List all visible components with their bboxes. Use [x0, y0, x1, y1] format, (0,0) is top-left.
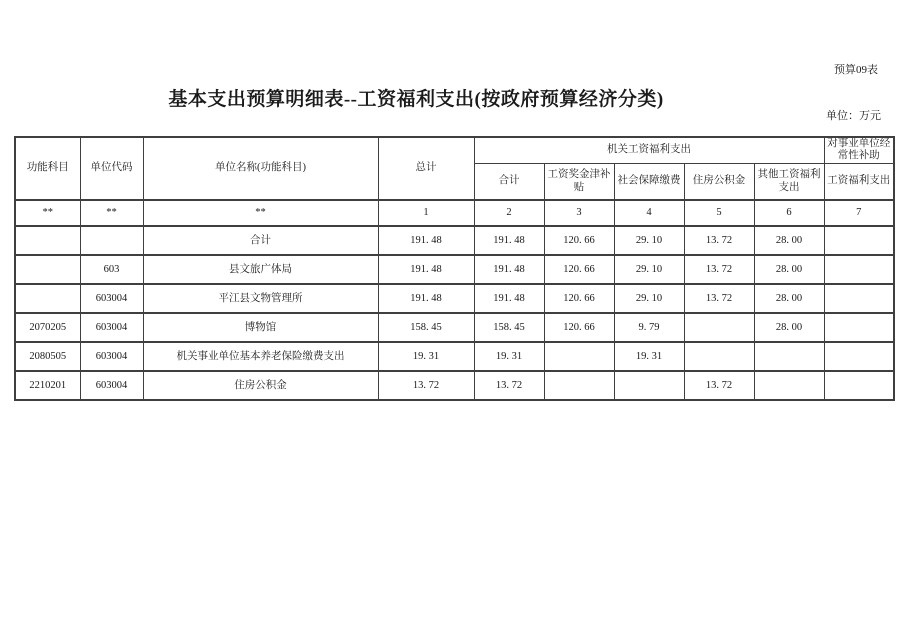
table-cell [80, 226, 143, 255]
table-cell [824, 313, 894, 342]
table-cell [15, 226, 80, 255]
table-cell [614, 371, 684, 400]
header-social-security: 社会保障缴费 [614, 163, 684, 200]
header-subsidy-wage-welfare: 工资福利支出 [824, 163, 894, 200]
table-row [15, 371, 894, 400]
table-cell: 13. 72 [474, 371, 544, 400]
table-cell: 191. 48 [474, 284, 544, 313]
table-cell: 603004 [80, 313, 143, 342]
table-cell [824, 255, 894, 284]
index-cell: 6 [754, 200, 824, 226]
index-cell: ** [143, 200, 378, 226]
table-cell [684, 342, 754, 371]
table-cell: 住房公积金 [143, 371, 378, 400]
table-cell: 28. 00 [754, 226, 824, 255]
header-housing-fund: 住房公积金 [684, 163, 754, 200]
table-cell [684, 313, 754, 342]
header-unit-name: 单位名称(功能科目) [143, 137, 378, 200]
table-cell: 合计 [143, 226, 378, 255]
table-cell [544, 371, 614, 400]
table-cell [754, 342, 824, 371]
table-cell: 13. 72 [684, 371, 754, 400]
table-cell: 平江县文物管理所 [143, 284, 378, 313]
table-cell [824, 371, 894, 400]
table-index-row [15, 200, 894, 226]
table-cell [824, 226, 894, 255]
table-cell [754, 371, 824, 400]
form-number-label: 预算09表 [834, 64, 878, 76]
table-cell: 28. 00 [754, 313, 824, 342]
budget-table [14, 136, 895, 401]
header-group-subsidy: 对事业单位经常性补助 [824, 137, 894, 163]
table-cell: 603004 [80, 371, 143, 400]
table-cell: 191. 48 [378, 255, 474, 284]
header-grand-total: 总计 [378, 137, 474, 200]
table-row [15, 284, 894, 313]
index-cell: ** [15, 200, 80, 226]
table-cell: 13. 72 [378, 371, 474, 400]
table-cell: 29. 10 [614, 226, 684, 255]
table-cell: 120. 66 [544, 284, 614, 313]
page-title: 基本支出预算明细表--工资福利支出(按政府预算经济分类) [168, 89, 664, 110]
table-cell: 191. 48 [474, 255, 544, 284]
table-cell: 158. 45 [474, 313, 544, 342]
index-cell: 3 [544, 200, 614, 226]
table-cell: 603 [80, 255, 143, 284]
table-cell: 13. 72 [684, 226, 754, 255]
table-cell: 19. 31 [378, 342, 474, 371]
unit-note: 单位：万元 [826, 110, 881, 122]
table-cell: 191. 48 [474, 226, 544, 255]
table-cell: 机关事业单位基本养老保险缴费支出 [143, 342, 378, 371]
index-cell: 2 [474, 200, 544, 226]
table-cell [15, 284, 80, 313]
table-cell: 603004 [80, 284, 143, 313]
header-subtotal: 合计 [474, 163, 544, 200]
header-unit-code: 单位代码 [80, 137, 143, 200]
table-cell: 2210201 [15, 371, 80, 400]
header-group-agency-wage-welfare: 机关工资福利支出 [474, 137, 824, 163]
index-cell: ** [80, 200, 143, 226]
index-cell: 7 [824, 200, 894, 226]
table-cell [15, 255, 80, 284]
table-cell: 28. 00 [754, 284, 824, 313]
table-cell: 603004 [80, 342, 143, 371]
table-cell [824, 284, 894, 313]
index-cell: 5 [684, 200, 754, 226]
table-cell: 13. 72 [684, 255, 754, 284]
table-row [15, 226, 894, 255]
index-cell: 4 [614, 200, 684, 226]
table-cell: 191. 48 [378, 226, 474, 255]
table-header-row-group [15, 137, 894, 163]
table-cell: 28. 00 [754, 255, 824, 284]
table-cell: 120. 66 [544, 255, 614, 284]
table-row [15, 342, 894, 371]
table-cell: 29. 10 [614, 255, 684, 284]
table-cell: 120. 66 [544, 313, 614, 342]
table-cell [544, 342, 614, 371]
table-cell: 博物馆 [143, 313, 378, 342]
table-cell: 191. 48 [378, 284, 474, 313]
table-cell: 29. 10 [614, 284, 684, 313]
table-cell: 2070205 [15, 313, 80, 342]
table-row [15, 255, 894, 284]
table-cell: 9. 79 [614, 313, 684, 342]
table-cell: 19. 31 [474, 342, 544, 371]
table-row [15, 313, 894, 342]
table-cell: 19. 31 [614, 342, 684, 371]
header-function-code: 功能科目 [15, 137, 80, 200]
table-cell: 13. 72 [684, 284, 754, 313]
table-cell: 158. 45 [378, 313, 474, 342]
table-cell [824, 342, 894, 371]
header-other-wage-welfare: 其他工资福利支出 [754, 163, 824, 200]
table-cell: 县文旅广体局 [143, 255, 378, 284]
table-cell: 120. 66 [544, 226, 614, 255]
table-cell: 2080505 [15, 342, 80, 371]
index-cell: 1 [378, 200, 474, 226]
header-wage-bonus-allowance: 工资奖金津补贴 [544, 163, 614, 200]
